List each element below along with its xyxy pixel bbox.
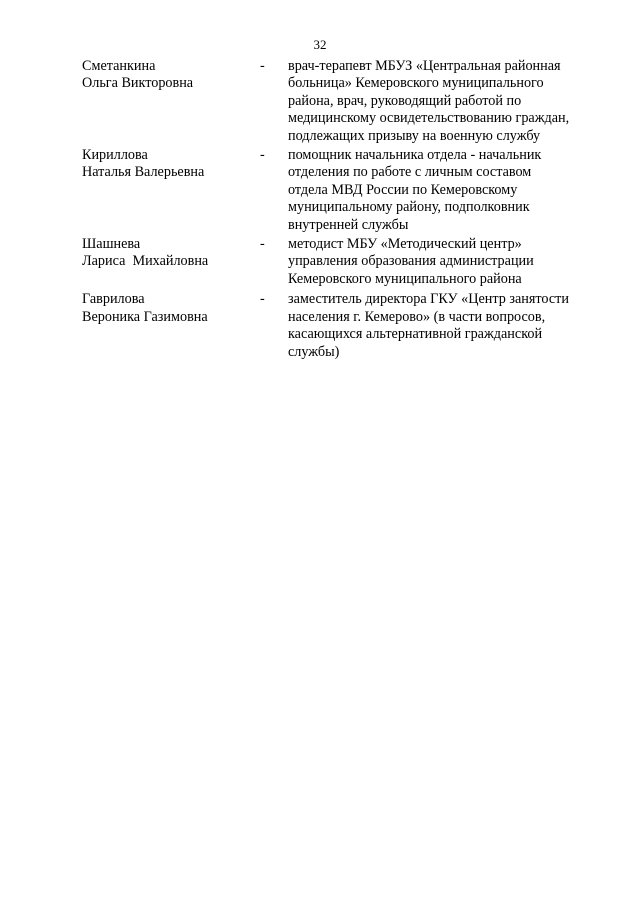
position-line: внутренней службы [288, 216, 409, 233]
position-line: помощник начальника отдела - начальник [288, 147, 542, 164]
member-name [82, 147, 260, 182]
member-entry [82, 236, 602, 288]
position-line: отделения по работе с личным составом [288, 164, 532, 181]
member-name [82, 58, 260, 93]
separator-dash: - [260, 291, 265, 308]
member-given-name: Вероника Газимовна [82, 308, 208, 325]
position-line: заместитель директора ГКУ «Центр занятости [288, 291, 569, 308]
member-position [288, 236, 600, 288]
member-name [82, 291, 260, 326]
member-given-name: Лариса Михайловна [82, 253, 209, 270]
commission-member-list [82, 58, 602, 361]
separator-dash: - [260, 236, 265, 253]
position-line: методист МБУ «Методический центр» [288, 236, 522, 253]
position-line: Кемеровского муниципального района [288, 270, 522, 287]
position-line: подлежащих призыву на военную службу [288, 127, 541, 144]
position-line: отдела МВД России по Кемеровскому [288, 181, 518, 198]
position-line: врач-терапевт МБУЗ «Центральная районная [288, 58, 561, 74]
member-surname: Шашнева [82, 236, 141, 253]
separator-dash: - [260, 58, 265, 74]
member-given-name: Наталья Валерьевна [82, 164, 205, 181]
member-position [288, 291, 600, 361]
member-position [288, 147, 600, 234]
member-entry [82, 147, 602, 234]
member-entry [82, 291, 602, 361]
position-line: района, врач, руководящий работой по [288, 92, 522, 109]
member-entry [82, 58, 602, 145]
page-number: 32 [313, 37, 327, 52]
position-line: муниципальному району, подполковник [288, 199, 530, 216]
position-line: службы) [288, 343, 340, 360]
member-surname: Кириллова [82, 147, 148, 164]
member-surname: Сметанкина [82, 58, 156, 74]
member-position [288, 58, 600, 145]
separator-dash: - [260, 147, 265, 164]
position-line: управления образования администрации [288, 253, 534, 270]
position-line: больница» Кемеровского муниципального [288, 75, 544, 92]
position-line: медицинскому освидетельствованию граждан, [288, 110, 570, 127]
member-name [82, 236, 260, 271]
position-line: населения г. Кемерово» (в части вопросов, [288, 308, 546, 325]
member-surname: Гаврилова [82, 291, 145, 308]
position-line: касающихся альтернативной гражданской [288, 326, 543, 343]
member-given-name: Ольга Викторовна [82, 75, 194, 92]
